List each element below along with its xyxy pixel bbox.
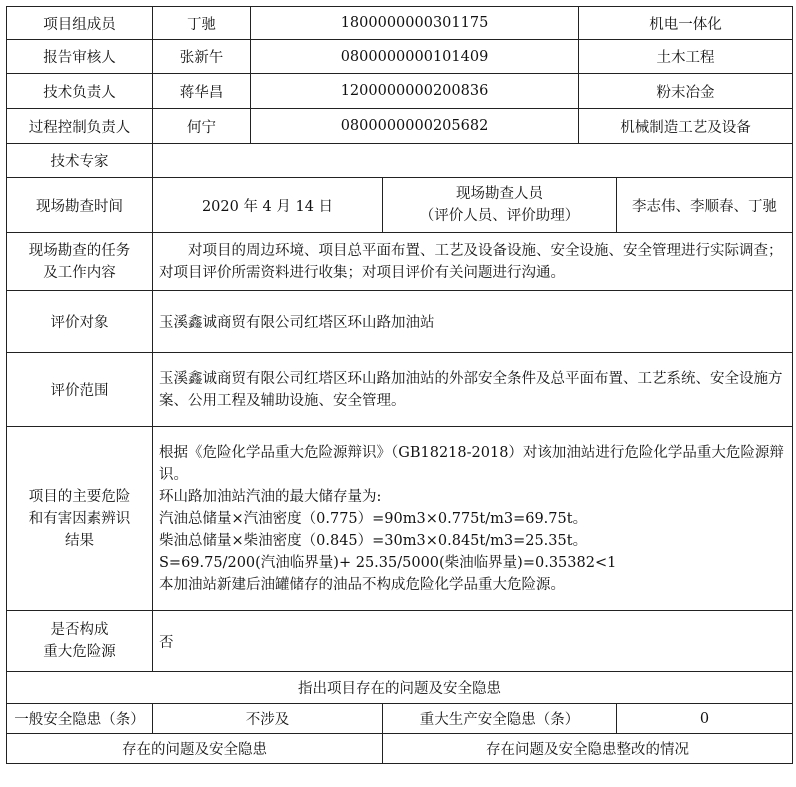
object-row	[7, 291, 793, 353]
member-specialty: 机械制造工艺及设备	[579, 109, 793, 144]
hazard-label-line3: 结果	[65, 532, 94, 549]
member-specialty: 机电一体化	[579, 7, 793, 40]
survey-time-label: 现场勘查时间	[7, 178, 153, 233]
tasks-label-line2: 及工作内容	[43, 264, 116, 281]
general-hazard-value: 不涉及	[153, 704, 383, 734]
member-id: 1800000000301175	[251, 7, 579, 40]
member-role: 报告审核人	[7, 40, 153, 74]
issues-header: 指出项目存在的问题及安全隐患	[7, 672, 793, 704]
scope-row	[7, 353, 793, 427]
survey-row	[7, 178, 793, 233]
hazard-row	[7, 427, 793, 611]
member-specialty: 土木工程	[579, 40, 793, 74]
member-id: 0800000000205682	[251, 109, 579, 144]
issues-count-row	[7, 704, 793, 734]
major-hazard-label-line1: 是否构成	[50, 622, 109, 638]
survey-people-label-line1: 现场勘查人员	[456, 186, 543, 202]
member-row	[7, 109, 793, 144]
tasks-content: 对项目的周边环境、项目总平面布置、工艺及设备设施、安全设施、安全管理进行实际调查；对项目评价所需资料进行收集；对项目评价有关问题进行沟通。	[153, 233, 793, 291]
member-specialty: 粉末冶金	[579, 74, 793, 109]
survey-people-label-line2: （评价人员、评价助理）	[419, 208, 580, 224]
survey-time-value: 2020 年 4 月 14 日	[153, 178, 383, 233]
member-row	[7, 40, 793, 74]
major-hazard-row	[7, 611, 793, 672]
major-hazard-label-line2: 重大危险源	[43, 644, 116, 660]
member-row	[7, 74, 793, 109]
major-hazard-value: 否	[153, 611, 793, 672]
tech-expert-label: 技术专家	[7, 144, 153, 178]
hazard-line: 本加油站新建后油罐储存的油品不构成危险化学品重大危险源。	[159, 576, 565, 593]
scope-value: 玉溪鑫诚商贸有限公司红塔区环山路加油站的外部安全条件及总平面布置、工艺系统、安全设施方案、公用工程及辅助设施、安全管理。	[153, 353, 793, 427]
rectification-label: 存在问题及安全隐患整改的情况	[383, 734, 793, 764]
major-hazard-label	[7, 611, 153, 672]
evaluation-table	[6, 6, 793, 764]
member-role: 项目组成员	[7, 7, 153, 40]
major-production-hazard-value: 0	[617, 704, 793, 734]
member-id: 1200000000200836	[251, 74, 579, 109]
existing-issues-label: 存在的问题及安全隐患	[7, 734, 383, 764]
member-role: 过程控制负责人	[7, 109, 153, 144]
member-row	[7, 7, 793, 40]
survey-people-value: 李志伟、李顺春、丁驰	[617, 178, 793, 233]
hazard-line: 环山路加油站汽油的最大储存量为:	[159, 488, 382, 505]
tech-expert-value	[153, 144, 793, 178]
object-value: 玉溪鑫诚商贸有限公司红塔区环山路加油站	[153, 291, 793, 353]
issues-header-row	[7, 672, 793, 704]
member-role: 技术负责人	[7, 74, 153, 109]
member-name: 张新午	[153, 40, 251, 74]
tech-expert-row	[7, 144, 793, 178]
hazard-label-line1: 项目的主要危险	[28, 488, 131, 505]
hazard-label	[7, 427, 153, 611]
member-name: 何宁	[153, 109, 251, 144]
member-id: 0800000000101409	[251, 40, 579, 74]
hazard-line: 根据《危险化学品重大危险源辩识》（GB18218-2018）对该加油站进行危险化学品重大危险源辩识。	[159, 444, 784, 483]
hazard-line: 柴油总储量×柴油密度（0.845）=30m3×0.845t/m3=25.35t。	[159, 532, 588, 549]
member-name: 丁驰	[153, 7, 251, 40]
hazard-label-line2: 和有害因素辨识	[28, 510, 131, 527]
general-hazard-label: 一般安全隐患（条）	[7, 704, 153, 734]
member-name: 蒋华昌	[153, 74, 251, 109]
tasks-row	[7, 233, 793, 291]
issues-detail-row	[7, 734, 793, 764]
tasks-label-line1: 现场勘查的任务	[28, 242, 131, 259]
tasks-label	[7, 233, 153, 291]
major-production-hazard-label: 重大生产安全隐患（条）	[383, 704, 617, 734]
hazard-line: 汽油总储量×汽油密度（0.775）=90m3×0.775t/m3=69.75t。	[159, 510, 588, 527]
hazard-line: S=69.75/200(汽油临界量)+ 25.35/5000(柴油临界量)=0.35382<1	[159, 554, 617, 571]
hazard-content	[153, 427, 793, 611]
scope-label: 评价范围	[7, 353, 153, 427]
survey-people-label	[383, 178, 617, 233]
object-label: 评价对象	[7, 291, 153, 353]
